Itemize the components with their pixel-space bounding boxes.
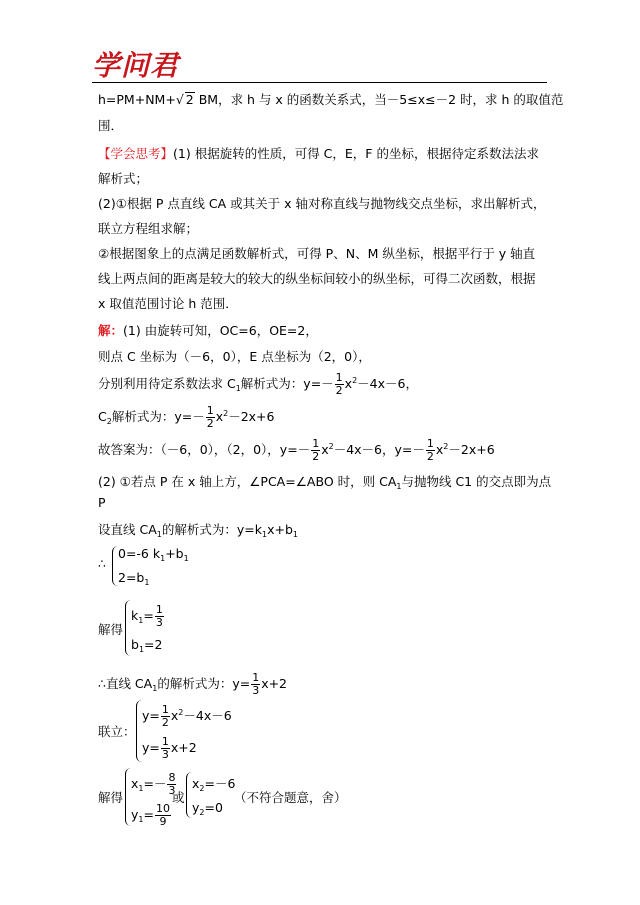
text-line: 围． <box>98 118 124 133</box>
therefore-symbol: ∴ <box>98 556 106 571</box>
text-line: P <box>98 495 106 510</box>
equation: y= $\frac{1}{2}$ $x^2-4x-6$ <box>142 703 232 729</box>
text-line: 线上两点间的距离是较大的较大的纵坐标间较小的纵坐标，可得二次函数，根据 <box>98 271 536 286</box>
brand-logo: 学问君 <box>92 49 180 82</box>
solve-label: 解得 <box>98 790 124 805</box>
equation: $x_2=-6$ <box>192 776 236 793</box>
text-line: 分别利用待定系数法求 $C_1$解析式为：y=－ $\frac{1}{2}$ $x^2-4x-6$， <box>98 371 418 397</box>
equation: $b_1=2$ <box>131 637 163 654</box>
text-line: $C_2$解析式为：y=－ $\frac{1}{2}$ $x^2-2x+6$ <box>98 404 275 430</box>
simultaneous-label: 联立： <box>98 724 136 739</box>
text-line: （不符合题意，舍） <box>234 790 347 805</box>
equation: $2=b_1$ <box>118 570 150 587</box>
or-text: 或 <box>172 790 185 805</box>
text-line: (2)①根据 P 点直线 CA 或其关于 x 轴对称直线与抛物线交点坐标，求出解析式， <box>98 196 546 211</box>
text-line: 则点 C 坐标为（－6，0），E 点坐标为（2，0）， <box>98 349 371 364</box>
text-line: 解析式； <box>98 171 149 186</box>
text-line: ②根据图象上的点满足函数解析式，可得 P、N、M 纵坐标，根据平行于 y 轴直 <box>98 246 536 261</box>
text-line: 联立方程组求解； <box>98 221 199 236</box>
equation: $y_1=$ $\frac{10}{9}$ <box>131 802 170 828</box>
text-line: 设直线 $CA_1$的解析式为：$y=k_1x+b_1$ <box>98 522 298 539</box>
text-line: x 取值范围讨论 h 范围． <box>98 296 238 311</box>
text-line: 解：(1) 由旋转可知，OC=6，OE=2， <box>98 323 318 338</box>
equation: $y_2=0$ <box>192 800 223 817</box>
solve-label: 解得 <box>98 622 124 637</box>
equation: 0=-6 $k_1+b_1$ <box>118 546 189 563</box>
answer-tag: 解： <box>98 323 124 338</box>
equation: $x_1=-$ $\frac{8}{3}$ <box>131 771 176 797</box>
section-tag: 【学会思考】 <box>98 146 174 161</box>
equation: $k_1=$ $\frac{1}{3}$ <box>131 603 163 629</box>
text-line: (2) ①若点 P 在 x 轴上方，∠PCA=∠ABO 时，则 $CA_1$与抛物线 C1 的交点即为点 <box>98 474 552 491</box>
header-divider <box>92 82 547 83</box>
text-line: ∴直线 $CA_1$的解析式为：y= $\frac{1}{3}$ x+2 <box>98 671 288 697</box>
text-line: 【学会思考】(1) 根据旋转的性质，可得 C，E，F 的坐标，根据待定系数法法求 <box>98 146 539 161</box>
equation: y= $\frac{1}{3}$ x+2 <box>142 735 197 761</box>
text-line: 故答案为：（－6，0），（2，0），y=－ $\frac{1}{2}$ $x^2-4x-6$，y=－ $\frac{1}{2}$ $x^2-2x+6$ <box>98 437 495 463</box>
text-line: h=PM+NM+√ 2 BM，求 h 与 x 的函数关系式，当－5≤x≤－2 时，求 h 的取值范 <box>98 92 564 107</box>
